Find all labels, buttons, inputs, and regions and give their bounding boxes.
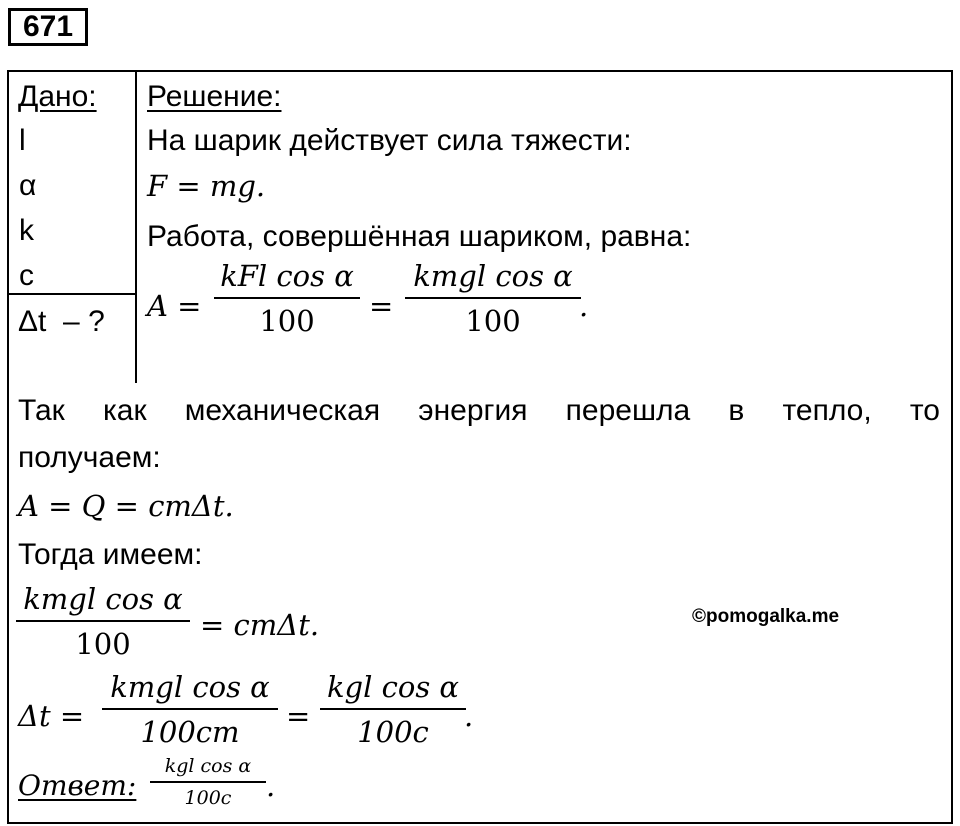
equation-balance-rhs: = cmΔt. bbox=[200, 608, 320, 642]
find-quantity: Δt – ? bbox=[18, 305, 105, 338]
fraction-bar bbox=[150, 781, 266, 783]
given-item-heat-capacity: c bbox=[19, 259, 34, 292]
solution-line-force: На шарик действует сила тяжести: bbox=[147, 124, 632, 157]
fraction-work-1 bbox=[214, 259, 360, 338]
word: механическая bbox=[184, 394, 381, 427]
solution-line-energy-cont: получаем: bbox=[18, 441, 161, 474]
fraction-bar bbox=[16, 620, 190, 622]
fraction-work-2-numerator: kmgl cos α bbox=[413, 259, 573, 293]
given-heading: Дано: bbox=[18, 80, 97, 113]
word: как bbox=[102, 394, 147, 427]
solution-line-then: Тогда имеем: bbox=[18, 538, 203, 571]
given-item-coefficient: k bbox=[19, 214, 34, 247]
fraction-work-2 bbox=[405, 259, 581, 338]
fraction-result-1-numerator: kmgl cos α bbox=[110, 670, 270, 704]
given-item-angle: α bbox=[19, 169, 37, 202]
equation-heat: A = Q = cmΔt. bbox=[18, 489, 234, 523]
solution-line-work: Работа, совершённая шариком, равна: bbox=[147, 220, 692, 253]
solution-line-energy bbox=[18, 396, 940, 426]
fraction-bar bbox=[102, 708, 278, 710]
fraction-bar bbox=[214, 297, 360, 299]
word: перешла bbox=[565, 394, 691, 427]
solution-heading: Решение: bbox=[147, 80, 282, 113]
given-divider-vertical bbox=[135, 71, 137, 383]
fraction-result-2 bbox=[320, 670, 466, 749]
fraction-result-1-denominator: 100cm bbox=[140, 715, 240, 749]
fraction-balance-numerator: kmgl cos α bbox=[23, 582, 183, 616]
fraction-answer-denominator: 100c bbox=[184, 787, 232, 809]
watermark: ©pomogalka.me bbox=[692, 606, 840, 627]
fraction-work-1-numerator: kFl cos α bbox=[220, 259, 354, 293]
word: Так bbox=[18, 394, 65, 427]
given-item-length: l bbox=[19, 124, 26, 157]
equation-result-equals: = bbox=[286, 699, 311, 733]
equation-result-end: . bbox=[464, 699, 474, 733]
equation-work-lhs: A = bbox=[147, 289, 202, 323]
problem-number: 671 bbox=[8, 8, 88, 46]
fraction-answer bbox=[150, 757, 266, 808]
fraction-result-2-numerator: kgl cos α bbox=[326, 670, 459, 704]
fraction-bar bbox=[320, 708, 466, 710]
equation-work-end: . bbox=[579, 289, 589, 323]
fraction-result-1 bbox=[102, 670, 278, 749]
answer-label: Ответ: bbox=[18, 769, 137, 802]
fraction-work-1-denominator: 100 bbox=[259, 304, 315, 338]
fraction-bar bbox=[405, 297, 581, 299]
fraction-result-2-denominator: 100c bbox=[357, 715, 429, 749]
equation-result-lhs: Δt = bbox=[18, 699, 85, 733]
fraction-work-2-denominator: 100 bbox=[465, 304, 521, 338]
word: тепло, bbox=[782, 394, 872, 427]
equation-work-equals: = bbox=[369, 289, 394, 323]
word: энергия bbox=[418, 394, 528, 427]
word: то bbox=[909, 394, 940, 427]
fraction-answer-numerator: kgl cos α bbox=[164, 755, 252, 777]
fraction-balance-denominator: 100 bbox=[75, 627, 131, 661]
word: в bbox=[728, 394, 745, 427]
fraction-balance bbox=[16, 582, 190, 661]
answer-end: . bbox=[266, 769, 276, 803]
equation-force: F = mg. bbox=[147, 169, 266, 203]
given-divider-horizontal bbox=[8, 293, 136, 295]
